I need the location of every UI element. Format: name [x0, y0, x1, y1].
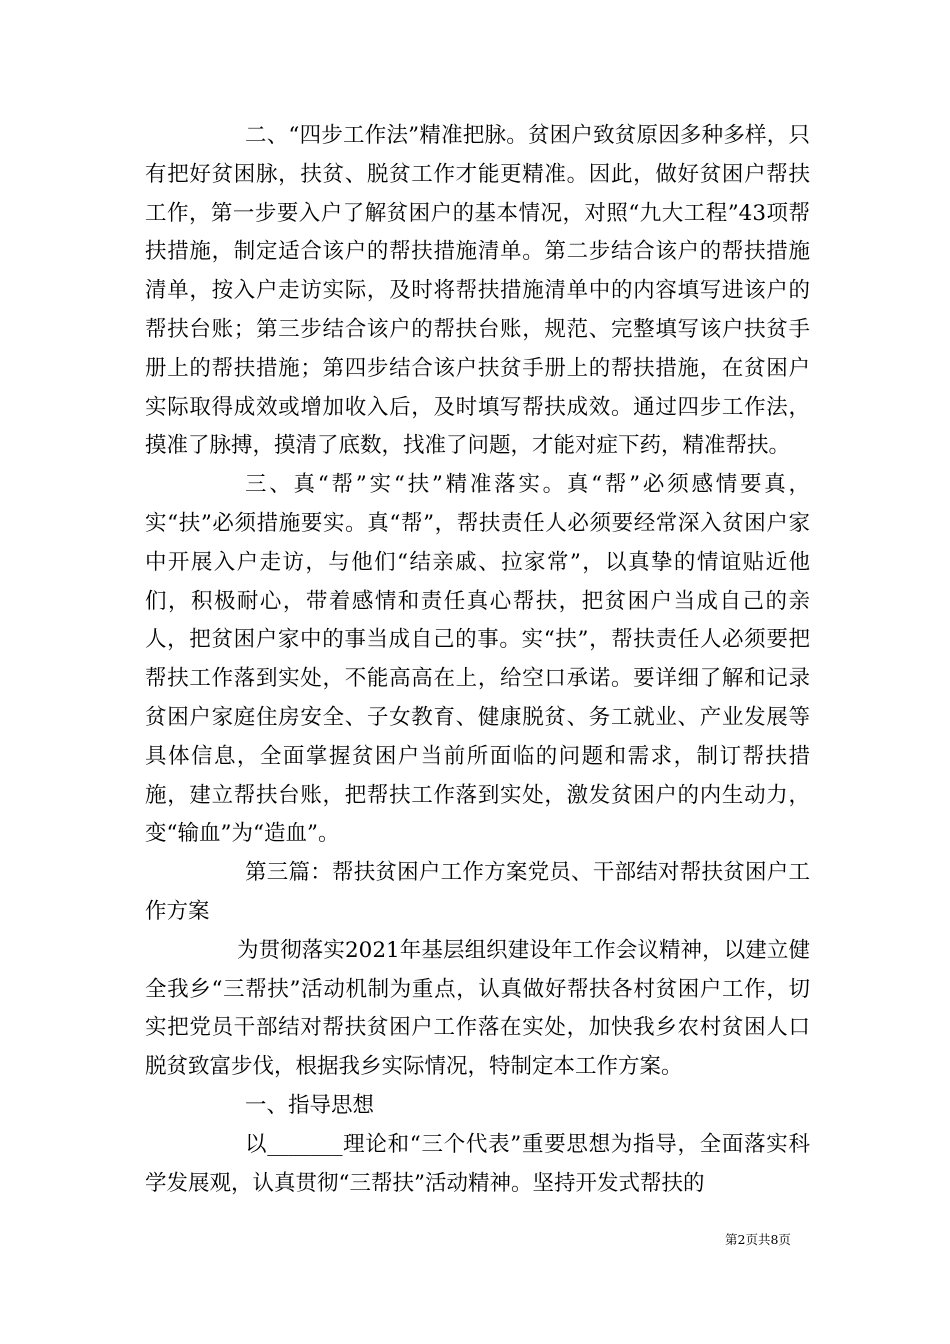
- document-body: [145, 117, 810, 1203]
- section-heading-guiding-ideology: 一、指导思想: [245, 1092, 375, 1118]
- paragraph-guiding-theory: 以_______理论和“三个代表”重要思想为指导，全面落实科学发展观，认真贯彻“三帮扶”活动精神。坚持开发式帮扶的: [145, 1131, 810, 1196]
- paragraph-intro-plan: 为贯彻落实2021年基层组织建设年工作会议精神，以建立健全我乡“三帮扶”活动机制为重点，认真做好帮扶各村贫困户工作，切实把党员干部结对帮扶贫困户工作落在实处，加快我乡农村贫困人口脱贫致富步伐，根据我乡实际情况，特制定本工作方案。: [145, 937, 810, 1080]
- paragraph-real-help: 三、真“帮”实“扶”精准落实。真“帮”必须感情要真，实“扶”必须措施要实。真“帮”，帮扶责任人必须要经常深入贫困户家中开展入户走访，与他们“结亲戚、拉家常”，以真挚的情谊贴近他们，积极耐心，带着感情和责任真心帮扶，把贫困户当成自己的亲人，把贫困户家中的事当成自己的事。实“扶”，帮扶责任人必须要把帮扶工作落到实处，不能高高在上，给空口承诺。要详细了解和记录贫困户家庭住房安全、子女教育、健康脱贫、务工就业、产业发展等具体信息，全面掌握贫困户当前所面临的问题和需求，制订帮扶措施，建立帮扶台账，把帮扶工作落到实处，激发贫困户的内生动力，变“输血”为“造血”。: [145, 472, 810, 847]
- paragraph-four-step-method: 二、“四步工作法”精准把脉。贫困户致贫原因多种多样，只有把好贫困脉，扶贫、脱贫工作才能更精准。因此，做好贫困户帮扶工作，第一步要入户了解贫困户的基本情况，对照“九大工程”43项帮扶措施，制定适合该户的帮扶措施清单。第二步结合该户的帮扶措施清单，按入户走访实际，及时将帮扶措施清单中的内容填写进该户的帮扶台账；第三步结合该户的帮扶台账，规范、完整填写该户扶贫手册上的帮扶措施；第四步结合该户扶贫手册上的帮扶措施，在贫困户实际取得成效或增加收入后，及时填写帮扶成效。通过四步工作法，摸准了脉搏，摸清了底数，找准了问题，才能对症下药，精准帮扶。: [145, 123, 810, 459]
- page-number-footer: 第2页共8页: [725, 1232, 791, 1247]
- section-heading-third-article: 第三篇：帮扶贫困户工作方案党员、干部结对帮扶贫困户工作方案: [145, 860, 810, 924]
